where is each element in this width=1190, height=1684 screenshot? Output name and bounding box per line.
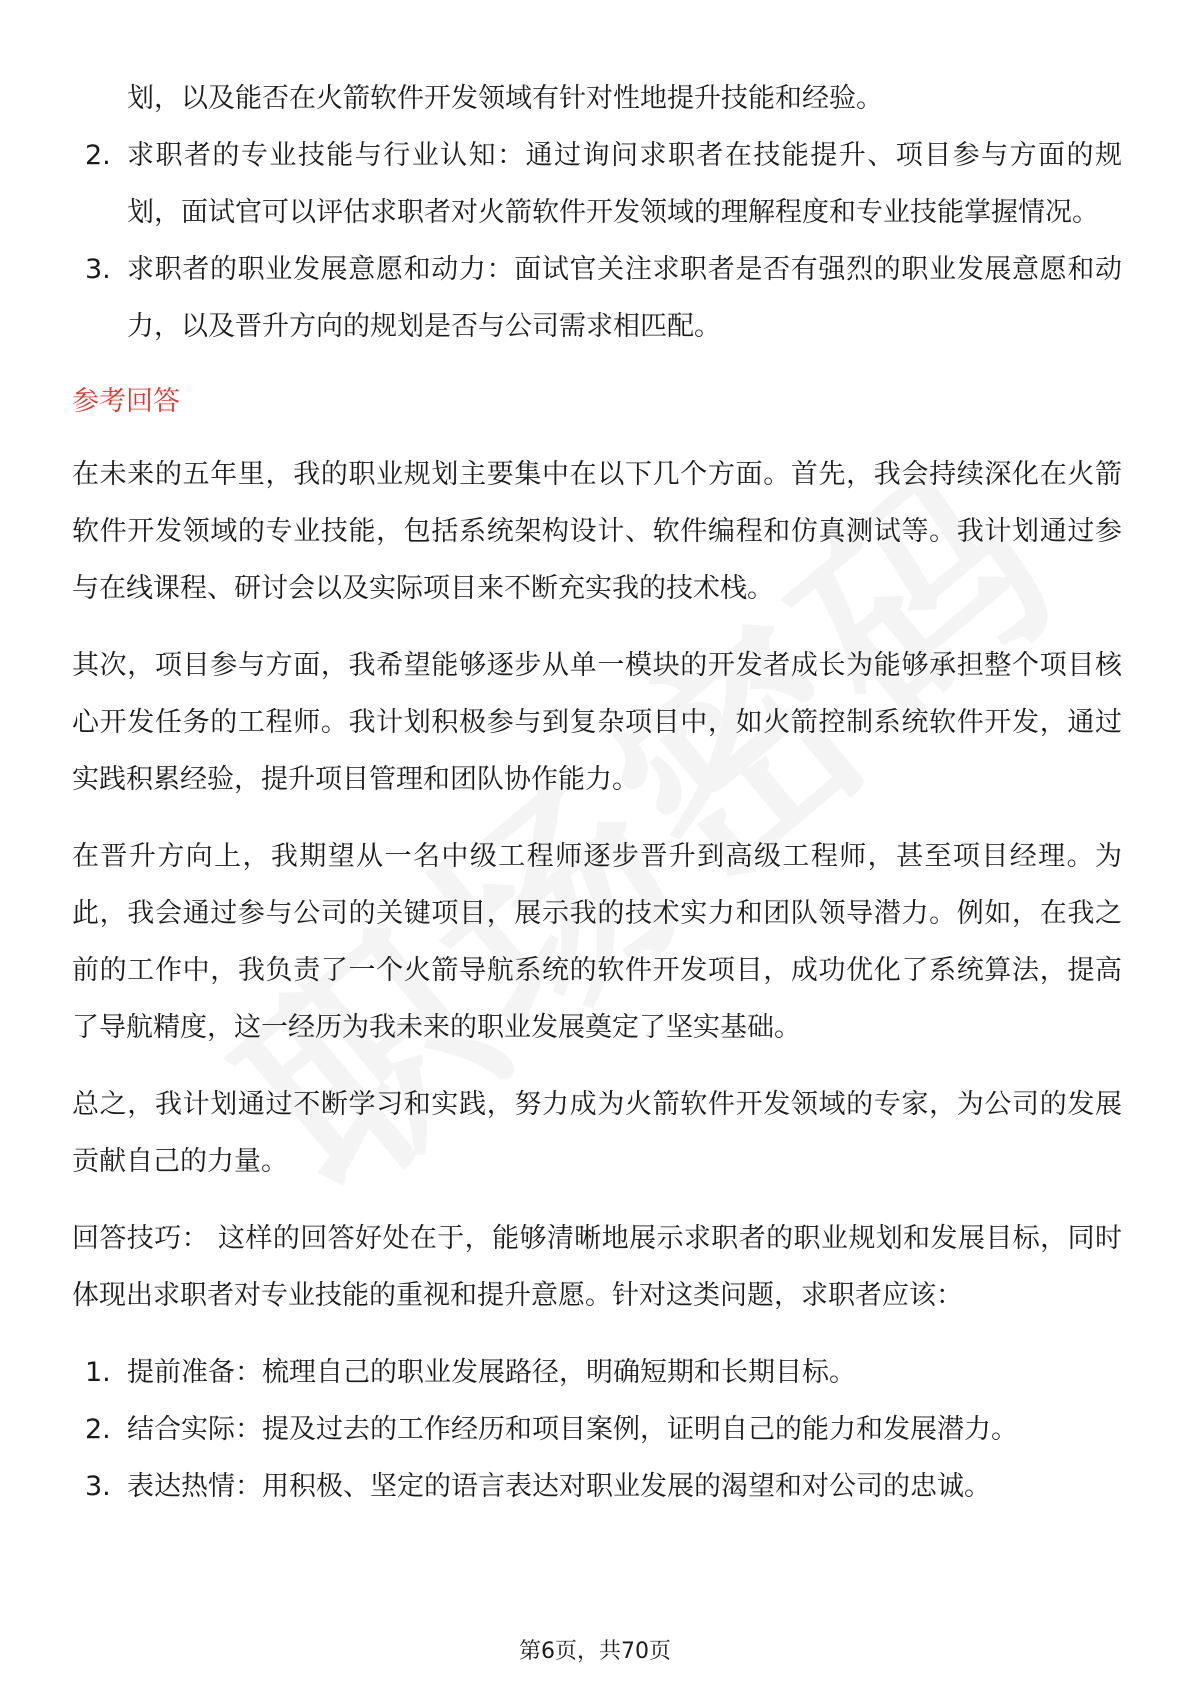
list-item (72, 1458, 1122, 1515)
list-item-text: 结合实际：提及过去的工作经历和项目案例，证明自己的能力和发展潜力。 (127, 1414, 1018, 1445)
list-number: 1. (85, 1357, 111, 1388)
section-title: 参考回答 (72, 386, 180, 417)
page-content (72, 70, 1122, 1515)
list-number: 3. (85, 1471, 111, 1502)
answer-paragraph: 在未来的五年里，我的职业规划主要集中在以下几个方面。首先，我会持续深化在火箭软件开发领域的专业技能，包括系统架构设计、软件编程和仿真测试等。我计划通过参与在线课程、研讨会以及实际项目来不断充实我的技术栈。 (72, 459, 1122, 604)
answer-paragraph: 其次，项目参与方面，我希望能够逐步从单一模块的开发者成长为能够承担整个项目核心开发任务的工程师。我计划积极参与到复杂项目中，如火箭控制系统软件开发，通过实践积累经验，提升项目管理和团队协作能力。 (72, 650, 1122, 795)
list-item (72, 241, 1122, 355)
page-footer: 第6页，共70页 (519, 1639, 671, 1664)
list-item-text: 求职者的专业技能与行业认知：通过询问求职者在技能提升、项目参与方面的规划，面试官可以评估求职者对火箭软件开发领域的理解程度和专业技能掌握情况。 (127, 140, 1122, 228)
answer-paragraph: 在晋升方向上，我期望从一名中级工程师逐步晋升到高级工程师，甚至项目经理。为此，我会通过参与公司的关键项目，展示我的技术实力和团队领导潜力。例如，在我之前的工作中，我负责了一个火箭导航系统的软件开发项目，成功优化了系统算法，提高了导航精度，这一经历为我未来的职业发展奠定了坚实基础。 (72, 841, 1122, 1043)
list-item (72, 127, 1122, 241)
list-item-text: 表达热情：用积极、坚定的语言表达对职业发展的渴望和对公司的忠诚。 (127, 1471, 991, 1502)
list-number: 2. (85, 140, 111, 171)
list-item-continuation: 划，以及能否在火箭软件开发领域有针对性地提升技能和经验。 (127, 83, 883, 114)
list-item-text: 提前准备：梳理自己的职业发展路径，明确短期和长期目标。 (127, 1357, 856, 1388)
question-analysis-list (72, 127, 1122, 355)
list-number: 2. (85, 1414, 111, 1445)
list-item (72, 1344, 1122, 1401)
list-item-text: 求职者的职业发展意愿和动力：面试官关注求职者是否有强烈的职业发展意愿和动力，以及晋升方向的规划是否与公司需求相匹配。 (127, 254, 1122, 342)
list-item (72, 1401, 1122, 1458)
answer-tips-paragraph: 回答技巧： 这样的回答好处在于，能够清晰地展示求职者的职业规划和发展目标，同时体现出求职者对专业技能的重视和提升意愿。针对这类问题，求职者应该： (72, 1223, 1122, 1311)
answer-tips-list (72, 1344, 1122, 1515)
list-number: 3. (85, 254, 111, 285)
answer-paragraph: 总之，我计划通过不断学习和实践，努力成为火箭软件开发领域的专家，为公司的发展贡献自己的力量。 (72, 1089, 1122, 1177)
